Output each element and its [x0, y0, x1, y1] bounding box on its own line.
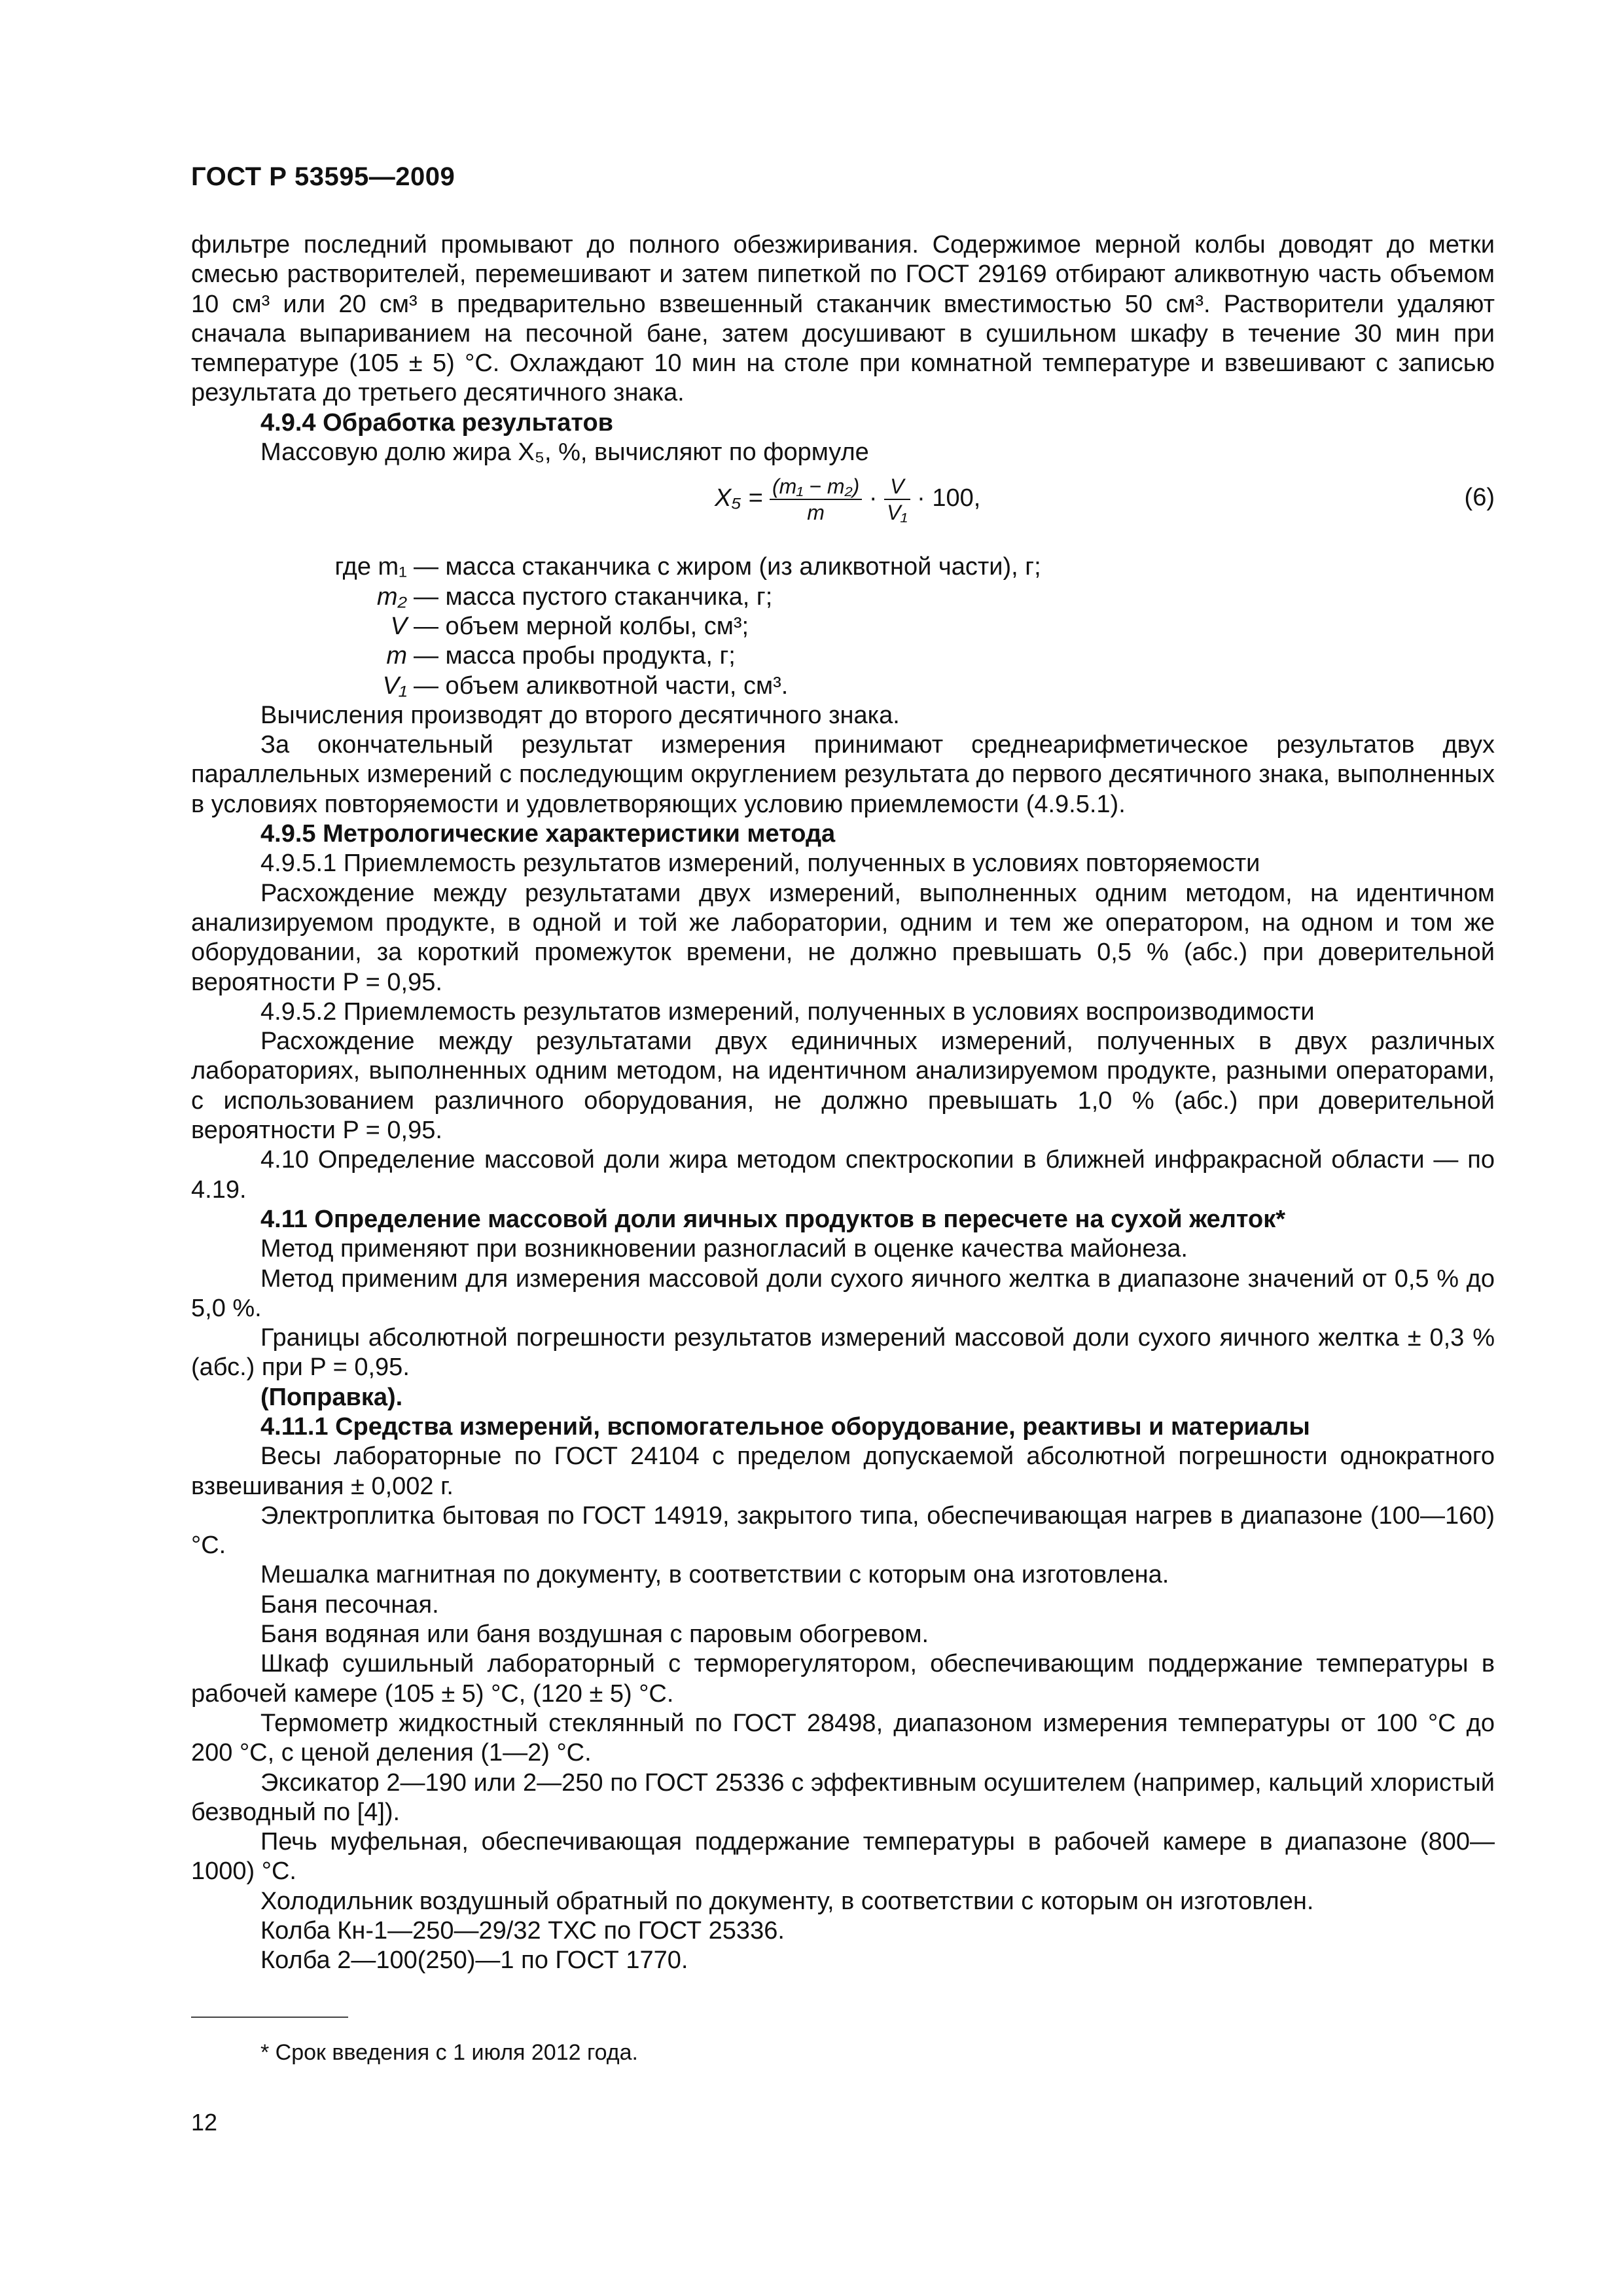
where-item [191, 583, 1495, 612]
formula-fraction-1 [770, 474, 862, 525]
where-text: — объем аликвотной части, см³. [414, 672, 789, 700]
equipment-item: Колба Кн-1—250—29/32 ТХС по ГОСТ 25336. [260, 1917, 785, 1945]
clause-4-9-5-1-text: Расхождение между результатами двух измерений, выполненных одним методом, на идентичном анализируемом продукте, в одной и той же лаборатории, одним и тем же оператором, на одном и том же оборудовании, за короткий промежуток времени, не должно превышать 0,5 % (абс.) при доверительной вероятности P = 0,95. [191, 879, 1495, 996]
where-symbol: m₂ [376, 583, 407, 611]
equipment-item: Термометр жидкостный стеклянный по ГОСТ 28498, диапазоном измерения температуры от 100 °С до 200 °С, с ценой деления (1—2) °С. [191, 1709, 1495, 1767]
formula-dot: · [868, 484, 878, 512]
heading-4-9-5: 4.9.5 Метрологические характеристики метода [260, 820, 836, 848]
intro-paragraph: фильтре последний промывают до полного обезжиривания. Содержимое мерной колбы доводят до метки смесью растворителей, перемешивают и затем пипеткой по ГОСТ 29169 отбирают аликвотную часть объемом 10 см³ или 20 см³ в предварительно взвешенный стаканчик вместимостью 50 см³. Растворители удаляют сначала выпариванием на песочной бане, затем досушивают в сушильном шкафу в течение 30 мин при температуре (105 ± 5) °С. Охлаждают 10 мин на столе при комнатной температуре и взвешивают с записью результата до третьего десятичного знака. [191, 231, 1495, 407]
formula-6 [191, 471, 1495, 548]
where-symbol: где m₁ [334, 553, 407, 581]
clause-4-11-p2: Метод применим для измерения массовой доли сухого яичного желтка в диапазоне значений от 0,5 % до 5,0 %. [191, 1265, 1495, 1322]
equipment-item: Колба 2—100(250)—1 по ГОСТ 1770. [260, 1946, 688, 1975]
heading-4-9-4: 4.9.4 Обработка результатов [260, 408, 614, 437]
where-item [191, 672, 1495, 701]
clause-4-9-5-2-text: Расхождение между результатами двух единичных измерений, полученных в двух различных лабораториях, выполненных одним методом, на идентичном анализируемом продукте, разными операторами, с использованием различного оборудования, не должно превышать 1,0 % (абс.) при доверительной вероятности P = 0,95. [191, 1028, 1495, 1145]
formula-denominator-1: m [807, 501, 825, 525]
formula-numerator-2: V [884, 474, 910, 500]
where-item [191, 641, 1495, 671]
equipment-item: Шкаф сушильный лабораторный с терморегулятором, обеспечивающим поддержание температуры в рабочей камере (105 ± 5) °С, (120 ± 5) °С. [191, 1650, 1495, 1708]
clause-4-10: 4.10 Определение массовой доли жира методом спектроскопии в ближней инфракрасной области — по 4.19. [191, 1146, 1495, 1204]
where-text: — объем мерной колбы, см³; [414, 612, 749, 640]
amendment-note: (Поправка). [260, 1383, 403, 1411]
where-item [191, 612, 1495, 641]
where-text: — масса стаканчика с жиром (из аликвотной части), г; [414, 553, 1041, 581]
final-result-paragraph: За окончательный результат измерения принимают среднеарифметическое результатов двух параллельных измерений с последующим округлением результата до первого десятичного знака, выполненных в условиях повторяемости и удовлетворяющих условию приемлемости (4.9.5.1). [191, 731, 1495, 818]
equipment-item: Баня песочная. [260, 1590, 439, 1619]
equipment-item: Мешалка магнитная по документу, в соответствии с которым она изготовлена. [260, 1561, 1169, 1589]
equipment-item: Холодильник воздушный обратный по документу, в соответствии с которым он изготовлен. [260, 1887, 1314, 1915]
body-text [191, 230, 1495, 1976]
footnote: * Срок введения с 1 июля 2012 года. [260, 2040, 638, 2065]
where-item [191, 552, 1495, 582]
formula-denominator-2: V₁ [887, 501, 908, 525]
formula-body [715, 474, 980, 525]
clause-4-11-p3: Границы абсолютной погрешности результатов измерений массовой доли сухого яичного желтка ± 0,3 % (абс.) при P = 0,95. [191, 1324, 1495, 1382]
equipment-item: Баня водяная или баня воздушная с паровым обогревом. [260, 1621, 929, 1649]
where-symbol: m [386, 642, 407, 670]
equipment-item: Эксикатор 2—190 или 2—250 по ГОСТ 25336 с эффективным осушителем (например, кальций хлористый безводный по [4]). [191, 1768, 1495, 1826]
formula-fraction-2 [884, 474, 910, 525]
page-number: 12 [191, 2109, 218, 2136]
formula-lead: Массовую долю жира X₅, %, вычисляют по формуле [260, 439, 869, 467]
formula-number: (6) [1464, 484, 1495, 512]
document-header: ГОСТ Р 53595—2009 [191, 162, 455, 191]
footnote-divider [191, 2017, 348, 2018]
where-text: — масса пробы продукта, г; [414, 642, 736, 670]
formula-numerator-1: (m₁ − m₂) [770, 474, 862, 500]
where-text: — масса пустого стаканчика, г; [414, 583, 773, 611]
clause-4-11-p1: Метод применяют при возникновении разногласий в оценке качества майонеза. [260, 1235, 1188, 1263]
where-symbol: V₁ [382, 672, 407, 700]
formula-lhs: X₅ = [715, 484, 763, 512]
equipment-item: Электроплитка бытовая по ГОСТ 14919, закрытого типа, обеспечивающая нагрев в диапазоне (100—160) °С. [191, 1501, 1495, 1560]
calc-note: Вычисления производят до второго десятичного знака. [260, 701, 900, 729]
equipment-item: Весы лабораторные по ГОСТ 24104 с пределом допускаемой абсолютной погрешности однократного взвешивания ± 0,002 г. [191, 1443, 1495, 1500]
where-symbol: V [390, 612, 407, 640]
heading-4-11: 4.11 Определение массовой доли яичных продуктов в пересчете на сухой желток* [260, 1205, 1286, 1233]
clause-4-9-5-1-title: 4.9.5.1 Приемлемость результатов измерений, полученных в условиях повторяемости [260, 850, 1260, 878]
formula-tail: · 100, [917, 484, 981, 512]
clause-4-9-5-2-title: 4.9.5.2 Приемлемость результатов измерений, полученных в условиях воспроизводимости [260, 997, 1315, 1026]
equipment-item: Печь муфельная, обеспечивающая поддержание температуры в рабочей камере в диапазоне (800—1000) °С. [191, 1828, 1495, 1886]
heading-4-11-1: 4.11.1 Средства измерений, вспомогательное оборудование, реактивы и материалы [260, 1412, 1310, 1441]
